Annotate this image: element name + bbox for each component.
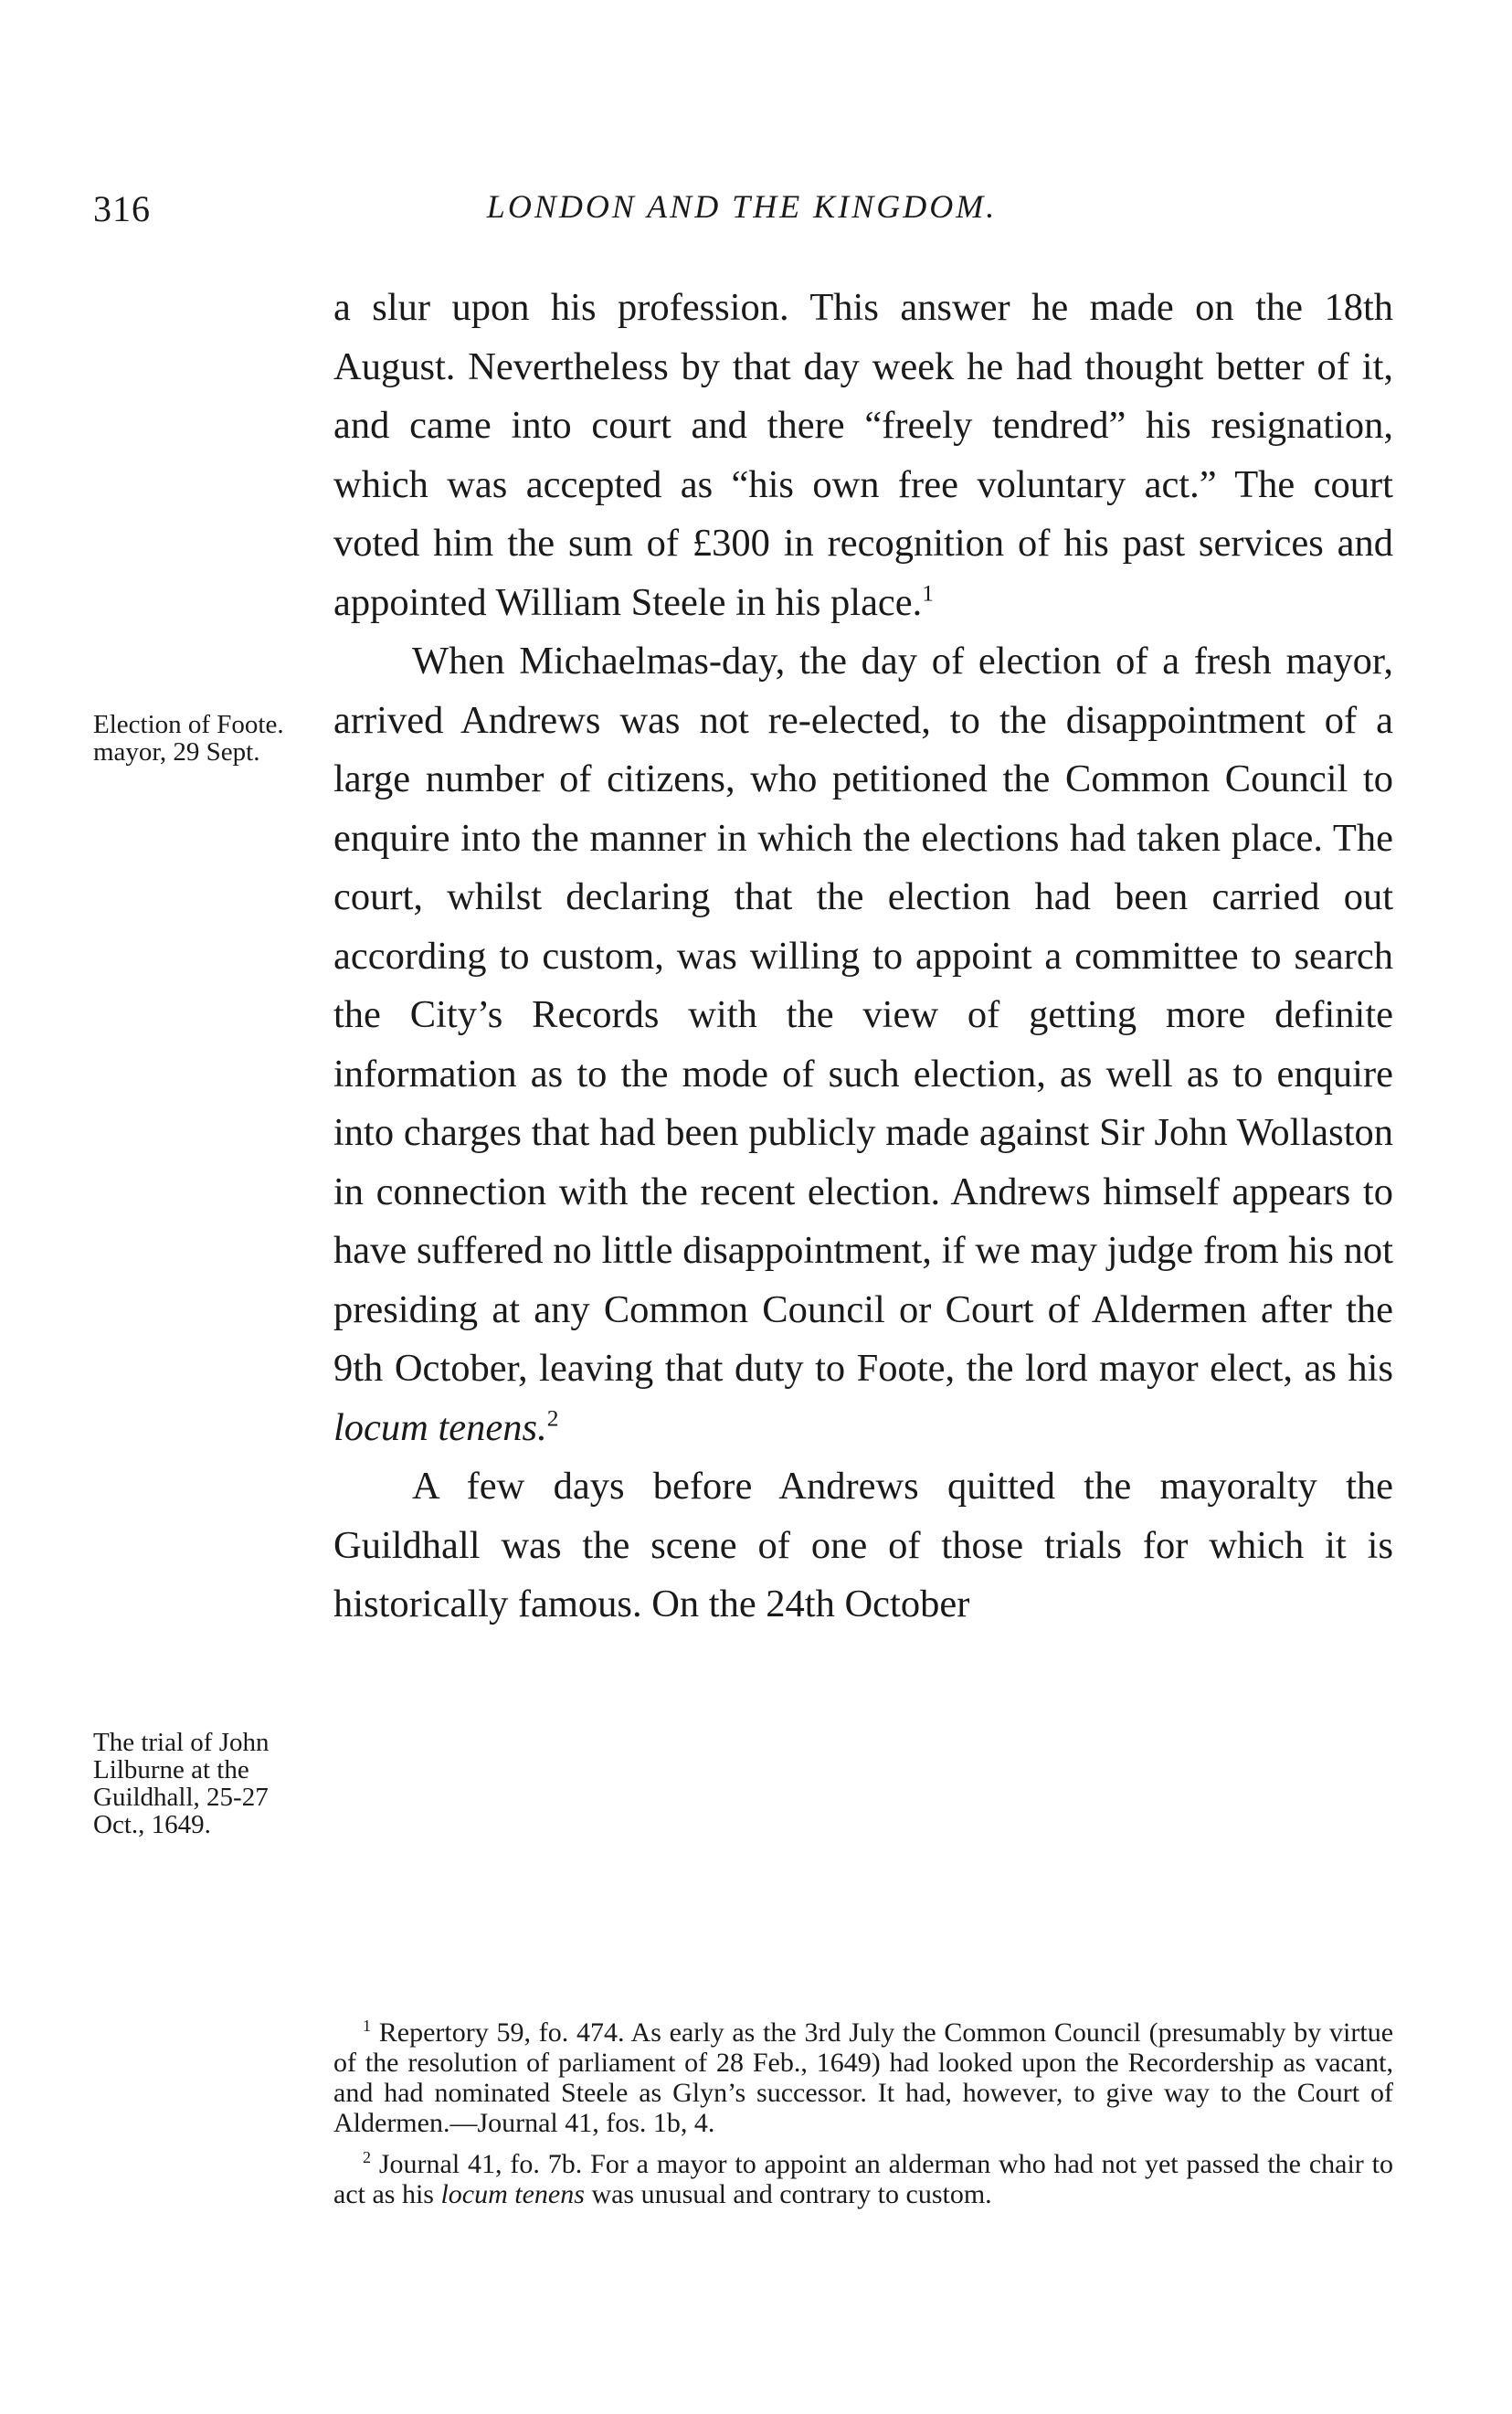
page-header — [93, 187, 1390, 242]
paragraph-3: A few days before Andrews quitted the mayoralty the Guildhall was the scene of one of those trials for which it is historically famous. On the 24th October — [333, 1465, 1393, 1625]
footnote-2-text-b: was unusual and contrary to custom. — [591, 2179, 992, 2209]
footnotes — [333, 2017, 1393, 2209]
footnote-2-text-a: Journal 41, fo. 7b. For a mayor to appoint an alderman who had not yet passed the chair to act as his — [333, 2149, 1393, 2209]
footnote-2-italic: locum tenens — [440, 2179, 585, 2209]
paragraph-1-text: a slur upon his profession. This answer he made on the 18th August. Nevertheless by that day week he had thought better of it, and came into court and there “freely tendred” his resignation, which was accepted as “his own free voluntary act.” The court voted him the sum of £300 in recognition of his past services and appointed William Steele in his place. — [333, 286, 1393, 624]
footnote-2-mark: 2 — [363, 2148, 371, 2167]
footnote-2 — [333, 2149, 1393, 2209]
page-number: 316 — [93, 188, 151, 229]
footnote-1 — [333, 2017, 1393, 2138]
paragraph-2 — [333, 632, 1393, 1457]
footnote-ref-2: 2 — [546, 1404, 559, 1432]
paragraph-2-text: When Michaelmas-day, the day of election of a fresh mayor, arrived Andrews was not re-elected, to the disappointment of a large number of citizens, who petitioned the Common Council to enquire into the manner in which the elections had taken place. The court, whilst declaring that the election had been carried out according to custom, was willing to appoint a committee to search the City’s Records with the view of getting more definite information as to the mode of such election, as well as to enquire into charges that had been publicly made against Sir John Wollaston in connection with the recent election. Andrews himself appears to have suffered no little disappointment, if we may judge from his not presiding at any Common Council or Court of Aldermen after the 9th October, leaving that duty to Foote, the lord mayor elect, as his — [333, 640, 1393, 1390]
sidenote-trial: The trial of John Lilburne at the Guildhall, 25-27 Oct., 1649. — [93, 1728, 270, 1839]
body-text — [333, 279, 1393, 1635]
footnote-ref-1: 1 — [922, 579, 935, 607]
paragraph-1 — [333, 279, 1393, 632]
footnote-1-text: Repertory 59, fo. 474. As early as the 3rd July the Common Council (presumably by virtue of the resolution of parliament of 28 Feb., 1649) had looked upon the Recordership as vacant, and had nominated Steele as Glyn’s successor. It had, however, to give way to the Court of Aldermen.—Journal 41, fos. 1b, 4. — [333, 2017, 1394, 2138]
sidenote-election: Election of Foote. mayor, 29 Sept. — [93, 710, 284, 767]
paragraph-2-italic: locum tenens. — [333, 1405, 547, 1449]
running-head: LONDON AND THE KINGDOM. — [486, 188, 998, 225]
footnote-1-mark: 1 — [363, 2017, 371, 2036]
